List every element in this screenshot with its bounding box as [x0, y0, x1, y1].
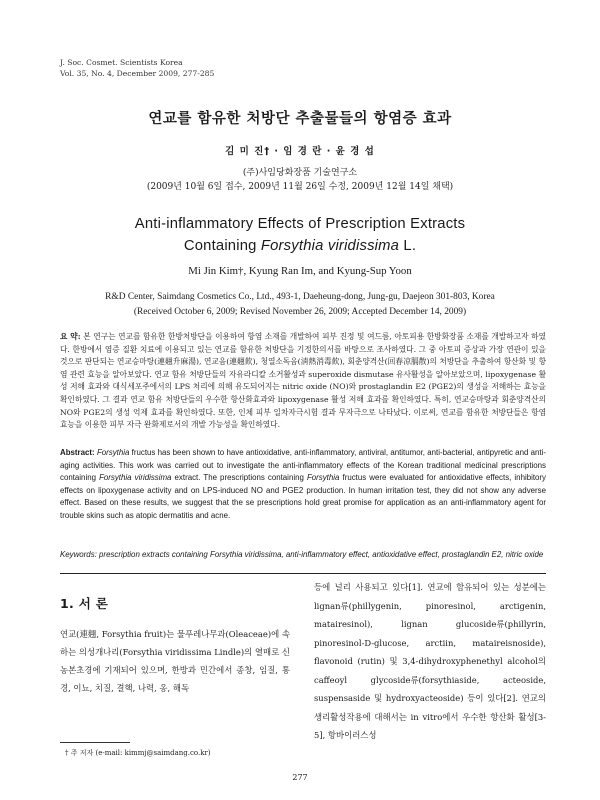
- footnote-divider: [60, 742, 130, 743]
- korean-abstract-text: 본 연구는 연교를 함유한 한방처방단을 이용하여 항염 소재를 개발하여 피부 진정 및 여드름, 아토피용 한방화장품 소재를 개발하고자 하였다. 한방에서 염증 질환 치료에 이용되고 있는 연교를 함유한 처방단을 기정한의서를 바탕으로 조사하였다. 그 중 아토피 증상과 가장 연관이 있을 것으로 판단되는 연교승마탕(連翹升麻湯), 연교음(連翹飮), 청열소독음(淸熱消毒飮), 회춘양격산(回春凉膈散)의 처방단을 추출하여 항산화 및 항염 관련 효능을 알아보았다. 연교 함유 처방단들의 자유라디칼 소거활성과 superoxide dismutase 유사활성을 알아보았으며, lipoxygenase 활성 저해 효과와 대식세포주에서의 LPS 처리에 의해 유도되어지는 nitric oxide (NO)와 prostaglandin E2 (PGE2)의 생성을 저해하는 효능을 확인하였다. 그 결과 연교 함유 처방단들의 우수한 항산화효과와 lipoxygenase 활성 저해 효과를 확인하였다. 특히, 연교승마탕과 회춘양격산의 NO와 PGE2의 생성 억제 효과를 확인하였다. 또한, 인체 피부 일차자극시험 결과 무자극으로 나타났다. 이로써, 연교를 함유한 처방단들은 항염 효능을 이용한 피부 자극 완화제로서의 개발 가능성을 확인하였다.: [60, 332, 546, 430]
- journal-citation: [60, 57, 214, 79]
- title-prefix: Containing: [183, 238, 261, 254]
- intro-left-column: [60, 625, 290, 697]
- footnote: † 주 저자 (e-mail: kimmj@saimdang.co.kr): [65, 749, 211, 757]
- korean-abstract: [60, 331, 546, 432]
- english-dates: (Received October 6, 2009; Revised November 26, 2009; Accepted December 14, 2009): [133, 307, 467, 317]
- english-title-line2: [0, 235, 600, 257]
- english-authors: Mi Jin Kim†, Kyung Ran Im, and Kyung-Sup Yoon: [188, 265, 412, 277]
- english-affiliation: R&D Center, Saimdang Cosmetics Co., Ltd., 493-1, Daeheung-dong, Jung-gu, Daejeon 301-803, Korea: [105, 292, 495, 302]
- english-abstract-label: Abstract:: [60, 448, 95, 457]
- abstract-species-2: Forsythia viridissima: [99, 473, 172, 483]
- journal-volume: Vol. 35, No. 4, December 2009, 277-285: [60, 69, 215, 78]
- abstract-text-2: extract. The prescriptions containing: [171, 473, 307, 483]
- abstract-species: Forsythia: [96, 448, 130, 457]
- page-number: 277: [292, 773, 308, 782]
- keywords: [60, 548, 546, 561]
- title-species: Forsythia viridissima: [260, 238, 400, 254]
- english-affiliation-block: [0, 290, 600, 320]
- keywords-label: Keywords:: [60, 550, 97, 559]
- title-suffix: L.: [399, 238, 417, 254]
- abstract-text-3: fructus were evaluated for antioxidative effects, inhibitory effects on lipoxygenase activity and on LPS-induced NO and PGE2 production. In human irritation test, they did not show any adverse effect. Based on these results, we suggest that the se prescriptions hold great promise for application as an anti-inflammatory agent for trouble skins such as atopic dermatitis and acne.: [60, 473, 547, 520]
- english-title-line1: Anti-inflammatory Effects of Prescription Extracts: [134, 216, 466, 232]
- section-divider: [60, 573, 546, 574]
- intro-right-text: 등에 널리 사용되고 있다[1]. 연교에 함유되어 있는 성분에는 lignan류(phillygenin, pinoresinol, arctigenin, matairesinol), lignan glucoside류(phillyrin, pinoresinol-D-glucose, arctiin, mataireisnoside), flavonoid (rutin) 및 3,4-dihydroxyphenethyl alcohol의 caffeoyl glycoside류(forsythiaside, acteoside, suspensaside 및 hydroxyacteoside) 등이 있다[2]. 연교의 생리활성작용에 대해서는 in vitro에서 우수한 항산화 활성[3-5], 항바이러스성: [314, 582, 546, 740]
- korean-affiliation-block: [0, 166, 600, 194]
- intro-right-column: [314, 578, 546, 745]
- section-heading: 1. 서 론: [60, 596, 109, 611]
- abstract-species-3: Forsythia: [306, 473, 340, 483]
- english-abstract: [60, 447, 546, 523]
- korean-dates: (2009년 10월 6일 접수, 2009년 11월 26일 수정, 2009년 12월 14일 채택): [146, 182, 454, 192]
- journal-name: J. Soc. Cosmet. Scientists Korea: [60, 58, 183, 67]
- korean-title: 연교를 함유한 처방단 추출물들의 항염증 효과: [148, 111, 452, 127]
- korean-authors: 김 미 진† · 임 경 란 · 윤 경 섭: [225, 146, 375, 157]
- intro-left-text: 연교(連翹, Forsythia fruit)는 물푸레나무과(Oleaceae)에 속하는 의성개나리(Forsythia viridissima Lindle)의 열매로 신농본초경에 기재되어 있으며, 한방과 민간에서 종창, 임질, 통경, 이뇨, 치질, 결핵, 나력, 옹, 해독: [60, 629, 290, 693]
- abstract-text-1: fructus has been shown to have antioxidative, anti-inflammatory, antiviral, antitumor, anti-bacterial, antipyretic and anti-aging activities. This work was carried out to investigate the anti-inflammatory effects of the Korean traditional medicinal prescriptions containing: [60, 448, 546, 483]
- korean-affiliation: (주)사임당화장품 기술연구소: [242, 168, 358, 178]
- english-title: [0, 213, 600, 257]
- korean-abstract-label: 요 약:: [60, 332, 81, 341]
- keywords-text: prescription extracts containing Forsythia viridissima, anti-inflammatory effect, antioxidative effect, prostaglandin E2, nitric oxide: [99, 550, 544, 559]
